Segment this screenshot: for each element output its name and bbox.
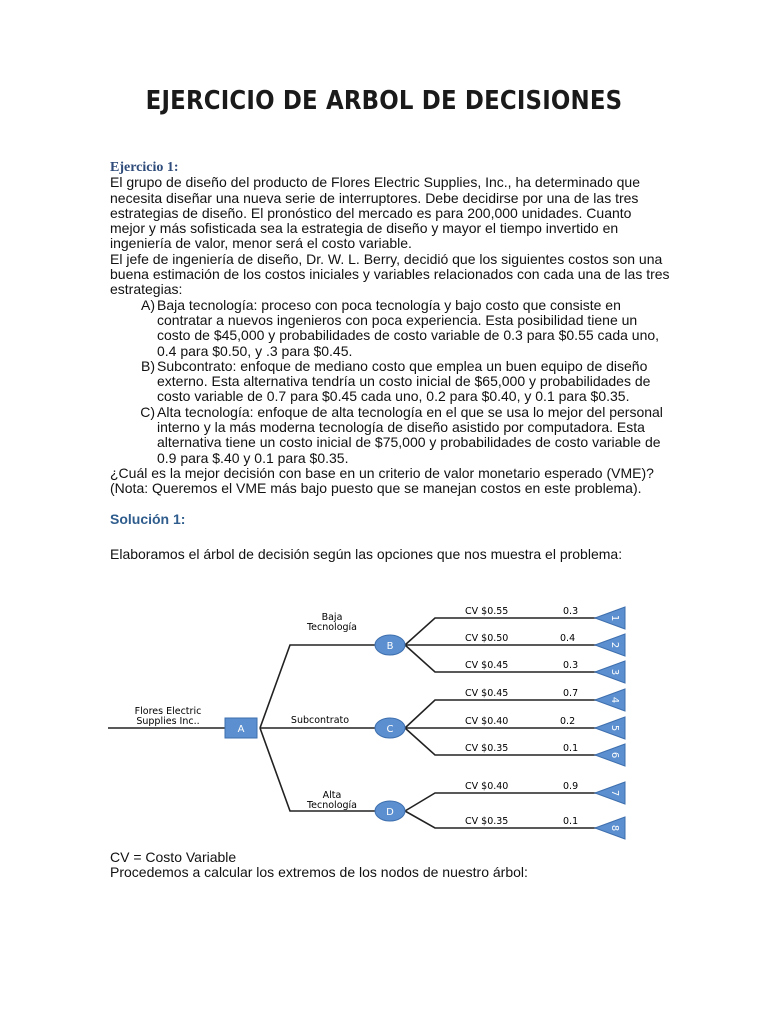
outcome-8-p: 0.1 [563,816,579,827]
chance-node-c-label: C [386,724,394,735]
option-b-text: Subcontrato: enfoque de mediano costo que emplea un buen equipo de diseño externo. Esta alternativa tendría un costo inicial de $65,000 y probabilidades de costo variable de 0.7 para $0.45 cada uno, 0.2 para $0.40, y 0.1 para $0.35. [157,357,651,405]
next-step-text: Procedemos a calcular los extremos de los nodos de nuestro árbol: [110,864,528,881]
decision-node-a-label: A [237,724,245,735]
end-node-5-label: 5 [609,724,620,732]
outcome-6-p: 0.1 [563,743,579,754]
outcome-4-p: 0.7 [563,688,579,699]
outcome-6-cv: CV $0.35 [465,743,509,754]
option-a-label: A) [141,296,155,313]
outcome-7-p: 0.9 [563,781,579,792]
branch-b-label-2: Tecnología [306,622,358,633]
branch-c-label-1: Subcontrato [290,715,350,726]
option-a-text: Baja tecnología: proceso con poca tecnología y bajo costo que consiste en contratar a nuevos ingenieros con poca experiencia. Esta posibilidad tiene un costo de $45,000 y probabilidades de costo variable de 0.3 para $0.55 cada uno, 0.4 para $0.50, y .3 para $0.45. [157,296,660,359]
a-to-d-line [260,728,375,811]
outcome-5-cv: CV $0.40 [465,716,509,727]
end-node-8-label: 8 [609,824,620,832]
outcome-3-cv: CV $0.45 [465,660,509,671]
end-node-1-label: 1 [609,614,620,622]
exercise-paragraph-2: El jefe de ingeniería de diseño, Dr. W. L. Berry, decidió que los siguientes costos son una buena estimación de los costos iniciales y variables relacionados con cada una de las tres estrategias: [110,250,670,298]
exercise-paragraph-1: El grupo de diseño del producto de Flores Electric Supplies, Inc., ha determinado que necesita diseñar una nueva serie de interruptores. Debe decidirse por una de las tres estrategias de diseño. El pronóstico del mercado es para 200,000 unidades. Cuanto mejor y más sofisticada sea la estrategia de diseño y mayor el tiempo invertido en ingeniería de valor, menor será el costo variable. [110,174,640,252]
exercise-heading: Ejercicio 1: [110,160,179,175]
end-node-4-label: 4 [609,696,620,704]
outcome-2-p: 0.4 [560,633,576,644]
root-label-1: Flores Electric [134,706,202,717]
option-c-label: C) [140,403,155,420]
branch-b-label-1: Baja [321,612,343,623]
outcome-3-p: 0.3 [563,660,579,671]
outcome-1-p: 0.3 [563,606,579,617]
solution-intro: Elaboramos el árbol de decisión según las opciones que nos muestra el problema: [110,545,623,562]
branch-d-label-1: Alta [322,790,342,801]
option-c-text: Alta tecnología: enfoque de alta tecnología en el que se usa lo mejor del personal interno y la más moderna tecnología de diseño asistido por computadora. Esta alternativa tiene un costo inicial de $75,000 y probabilidades de costo variable de 0.9 para $.40 y 0.1 para $0.35. [157,403,663,466]
chance-node-d-label: D [386,807,394,818]
end-node-6-label: 6 [609,751,620,759]
exercise-question: ¿Cuál es la mejor decisión con base en un criterio de valor monetario esperado (VME)? (Nota: Queremos el VME más bajo puesto que se manejan costos en este problema). [110,464,654,497]
outcome-2-cv: CV $0.50 [465,633,509,644]
outcome-5-p: 0.2 [560,716,576,727]
root-label-2: Supplies Inc.. [136,716,200,727]
end-node-7-label: 7 [609,789,620,797]
outcome-1-cv: CV $0.55 [465,606,509,617]
branch-d-label-2: Tecnología [306,800,358,811]
exercise-section [110,160,670,562]
end-node-3-label: 3 [609,668,620,676]
solution-heading: Solución 1: [110,510,186,527]
option-b [110,359,670,405]
page-title: EJERCICIO DE ARBOL DE DECISIONES [145,86,623,116]
decision-tree [100,600,640,845]
option-c [110,405,670,466]
outcome-4-cv: CV $0.45 [465,688,509,699]
end-node-2-label: 2 [609,641,620,649]
cv-legend: CV = Costo Variable [110,849,237,865]
outcome-8-cv: CV $0.35 [465,816,509,827]
d-out-1-line [405,793,600,811]
chance-node-b-label: B [386,641,394,652]
outcome-7-cv: CV $0.40 [465,781,509,792]
option-b-label: B) [141,357,155,374]
footer-section [110,850,528,881]
option-a [110,298,670,359]
